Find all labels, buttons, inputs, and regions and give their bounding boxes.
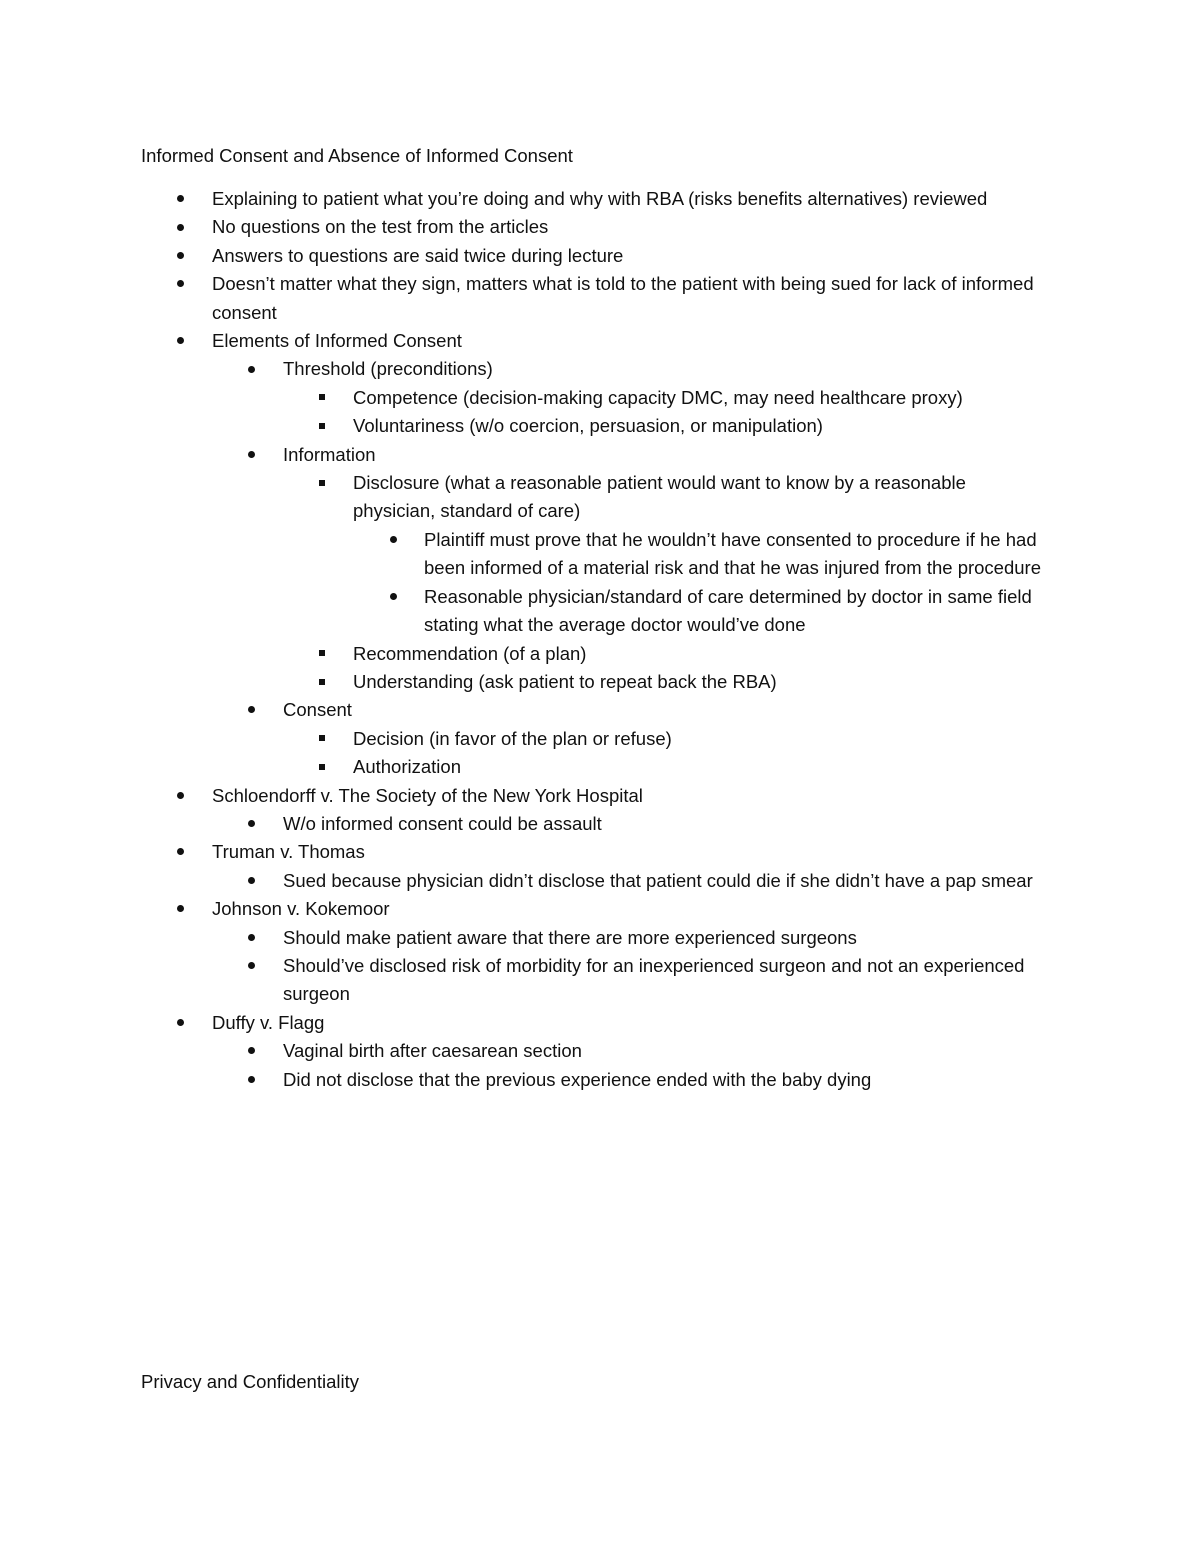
dot-bullet-icon [241,952,261,980]
dot-bullet-icon [170,185,190,213]
square-bullet-icon [312,725,332,753]
list-item-text: Schloendorff v. The Society of the New York Hospital [212,784,643,806]
list-item [0,696,1200,724]
list-item [0,583,1200,640]
list-item-text: Explaining to patient what you’re doing and why with RBA (risks benefits alternatives) reviewed [212,188,988,209]
list-item [0,782,1200,810]
dot-bullet-icon [170,327,190,355]
dot-bullet-icon [241,441,261,469]
list-item [0,384,1200,412]
list-item [0,526,1200,583]
list-item [0,924,1200,952]
dot-bullet-icon [241,1066,261,1094]
list-item-text: Should’ve disclosed risk of morbidity for an inexperienced surgeon and not an experienced surgeon [283,954,1025,1005]
list-item [0,810,1200,838]
dot-bullet-icon [170,1009,190,1037]
dot-bullet-icon [170,270,190,298]
list-item [0,668,1200,696]
dot-bullet-icon [241,1037,261,1065]
list-item-text: Duffy v. Flagg [212,1011,325,1033]
square-bullet-icon [312,469,332,497]
square-bullet-icon [312,412,332,440]
list-item [0,1009,1200,1037]
list-item [0,1066,1200,1094]
list-item [0,270,1200,327]
dot-bullet-icon [170,213,190,241]
square-bullet-icon [312,753,332,781]
list-item-text: Sued because physician didn’t disclose that patient could die if she didn’t have a pap smear [283,869,1033,891]
list-item [0,838,1200,866]
list-item-text: Authorization [353,756,461,778]
dot-bullet-icon [241,355,261,383]
list-item-text: Johnson v. Kokemoor [212,898,390,920]
list-item-text: Consent [283,699,352,721]
dot-bullet-icon [170,895,190,923]
list-item [0,867,1200,895]
notes-list [0,185,1200,1094]
list-item-text: Competence (decision-making capacity DMC, may need healthcare proxy) [353,386,963,408]
list-item [0,469,1200,526]
dot-bullet-icon [241,696,261,724]
list-item-text: Did not disclose that the previous experience ended with the baby dying [283,1068,872,1090]
list-item-text: Plaintiff must prove that he wouldn’t have consented to procedure if he had been informed of a material risk and that he was injured from the procedure [424,528,1041,579]
list-item [0,242,1200,270]
list-item-text: Truman v. Thomas [212,841,365,863]
list-item-text: Information [283,443,376,465]
list-item-text: W/o informed consent could be assault [283,812,602,834]
list-item-text: Understanding (ask patient to repeat back the RBA) [353,670,777,692]
square-bullet-icon [312,668,332,696]
section-heading-informed-consent: Informed Consent and Absence of Informed Consent [141,145,573,166]
dot-bullet-icon [241,867,261,895]
dot-bullet-icon [241,924,261,952]
dot-bullet-icon [170,782,190,810]
list-item [0,185,1200,213]
dot-bullet-icon [241,810,261,838]
list-item [0,952,1200,1009]
list-item-text: Vaginal birth after caesarean section [283,1040,582,1062]
list-item [0,327,1200,355]
list-item [0,753,1200,781]
list-item-text: No questions on the test from the articles [212,216,549,238]
dot-bullet-icon [383,526,403,554]
list-item-text: Elements of Informed Consent [212,330,462,352]
list-item [0,1037,1200,1065]
list-item-text: Reasonable physician/standard of care determined by doctor in same field stating what the average doctor would’ve done [424,585,1032,636]
list-item [0,213,1200,241]
list-item-text: Doesn’t matter what they sign, matters what is told to the patient with being sued for lack of informed consent [212,273,1034,323]
section-heading-privacy: Privacy and Confidentiality [141,1371,359,1392]
square-bullet-icon [312,384,332,412]
list-item-text: Answers to questions are said twice during lecture [212,244,624,266]
list-item [0,725,1200,753]
dot-bullet-icon [383,583,403,611]
dot-bullet-icon [170,838,190,866]
list-item-text: Decision (in favor of the plan or refuse) [353,727,672,749]
list-item [0,895,1200,923]
list-item-text: Recommendation (of a plan) [353,642,587,664]
list-item-text: Voluntariness (w/o coercion, persuasion, or manipulation) [353,415,823,437]
list-item [0,640,1200,668]
list-item [0,441,1200,469]
list-item [0,412,1200,440]
list-item-text: Threshold (preconditions) [283,358,493,380]
list-item-text: Should make patient aware that there are more experienced surgeons [283,926,857,948]
square-bullet-icon [312,640,332,668]
list-item-text: Disclosure (what a reasonable patient would want to know by a reasonable physician, standard of care) [353,472,966,522]
list-item [0,355,1200,383]
dot-bullet-icon [170,242,190,270]
